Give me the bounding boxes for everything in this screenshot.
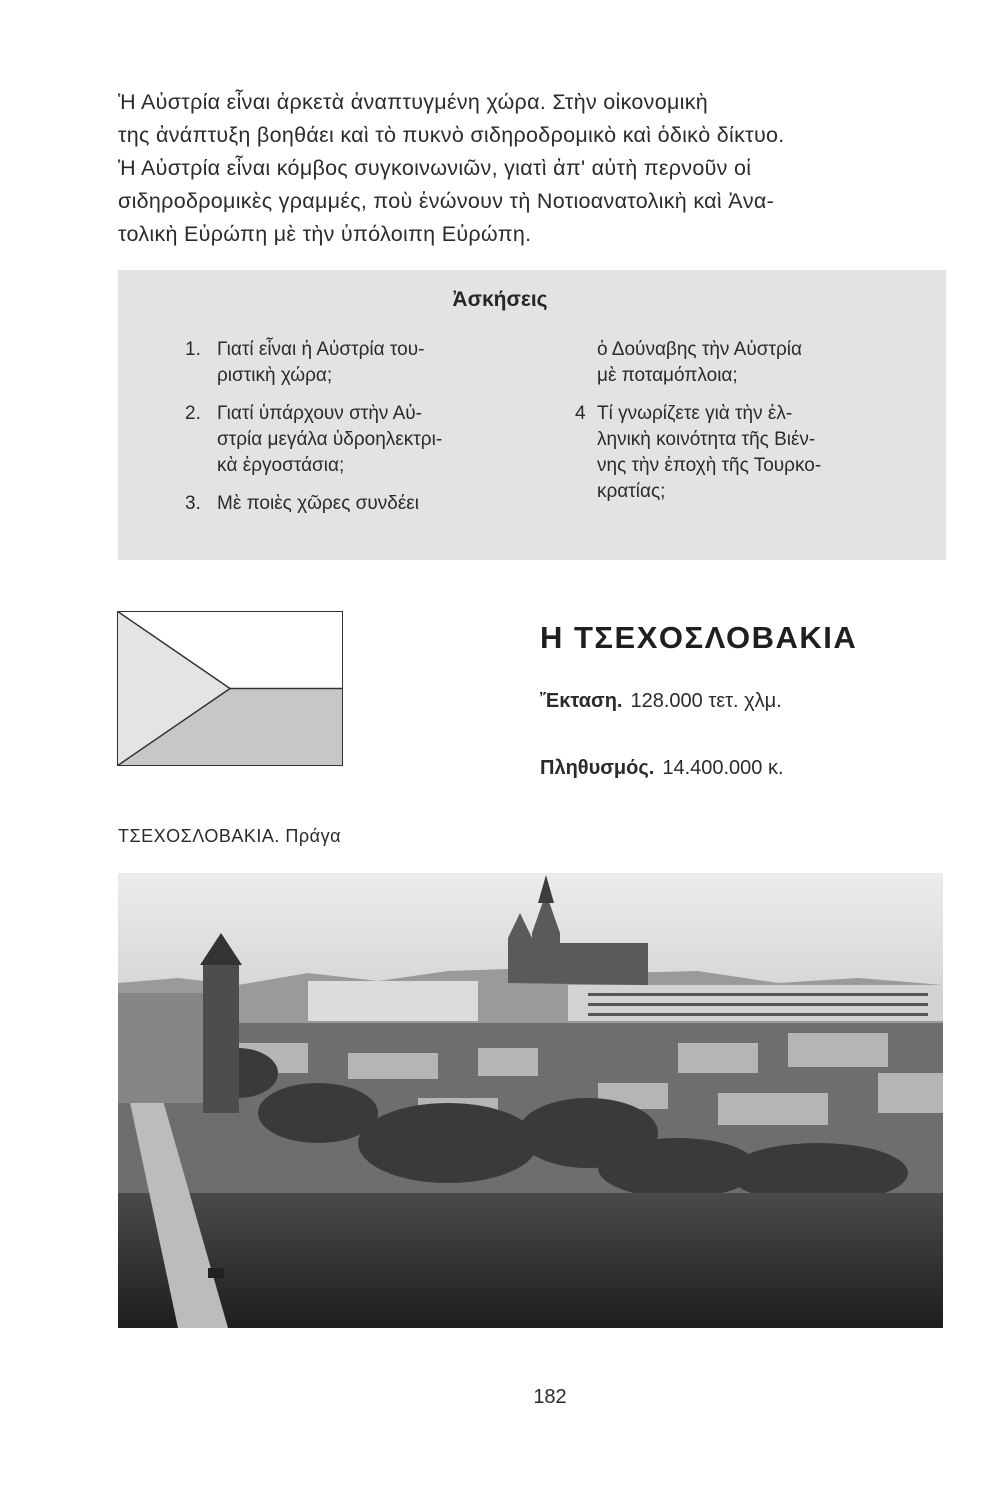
exercise-item: [185, 491, 515, 517]
area-stat: [540, 690, 782, 713]
intro-line: της ἀνάπτυξη βοηθάει καὶ τὸ πυκνὸ σιδηροδρομικὸ καὶ ὁδικὸ δίκτυο.: [118, 123, 785, 147]
page-number: 182: [533, 1386, 567, 1408]
exercise-line: στρία μεγάλα ὑδροηλεκτρι-: [217, 429, 443, 450]
exercise-item: [185, 337, 515, 389]
intro-line: Ἡ Αὐστρία εἶναι ἀρκετὰ ἀναπτυγμένη χώρα. Στὴν οἰκονομικὴ: [118, 90, 709, 114]
country-title: Η ΤΣΕΧΟΣΛΟΒΑΚΙΑ: [540, 620, 858, 655]
exercise-line: κὰ ἐργοστάσια;: [217, 455, 345, 476]
exercise-number: 3.: [185, 493, 201, 514]
exercises-heading: Ἀσκήσεις: [452, 288, 548, 311]
population-stat: [540, 757, 784, 780]
area-label: Ἔκταση.: [540, 690, 623, 712]
exercise-item: [185, 401, 515, 479]
exercise-line: ληνικὴ κοινότητα τῆς Βιέν-: [597, 429, 816, 450]
population-value: 14.400.000 κ.: [662, 757, 784, 779]
bridge-tower: [203, 963, 239, 1113]
intro-paragraph: [118, 86, 953, 251]
exercise-number: 4: [575, 403, 586, 424]
population-label: Πληθυσμός.: [540, 757, 655, 779]
exercise-number: 2.: [185, 403, 201, 424]
exercise-line: Τί γνωρίζετε γιὰ τὴν ἑλ-: [597, 403, 793, 424]
flag-frame: [117, 611, 343, 766]
exercises-right-column: [575, 337, 905, 517]
intro-line: τολικὴ Εὐρώπη μὲ τὴν ὑπόλοιπη Εὐρώπη.: [118, 222, 532, 246]
exercise-line: ριστικὴ χώρα;: [217, 365, 333, 386]
exercise-line: Γιατί ὑπάρχουν στὴν Αὐ-: [217, 403, 423, 424]
car: [208, 1268, 224, 1278]
exercise-line: νης τὴν ἐποχὴ τῆς Τουρκο-: [597, 455, 822, 476]
exercise-line: μὲ ποταμόπλοια;: [597, 365, 738, 386]
old-town-buildings: [118, 993, 203, 1103]
exercise-line: Γιατί εἶναι ἡ Αὐστρία του-: [217, 339, 425, 360]
photo-caption: ΤΣΕΧΟΣΛΟΒΑΚΙΑ. Πράγα: [118, 826, 341, 846]
exercises-left-column: [185, 337, 515, 529]
intro-line: σιδηροδρομικὲς γραμμές, ποὺ ἑνώνουν τὴ Νοτιοανατολικὴ καὶ Ἀνα-: [118, 189, 775, 213]
area-value: 128.000 τετ. χλμ.: [630, 690, 782, 712]
exercise-item: [575, 401, 905, 505]
vltava-river: [118, 1193, 943, 1328]
exercise-continuation: [575, 337, 905, 389]
intro-line: Ἡ Αὐστρία εἶναι κόμβος συγκοινωνιῶν, γιατὶ ἀπ' αὐτὴ περνοῦν οἱ: [118, 156, 752, 180]
prague-cityscape-image: [118, 873, 943, 1328]
castle-wing: [308, 981, 478, 1021]
exercise-line: Μὲ ποιὲς χῶρες συνδέει: [217, 493, 419, 514]
exercise-line: κρατίας;: [597, 481, 666, 502]
exercise-number: 1.: [185, 339, 201, 360]
prague-photo: [118, 873, 943, 1328]
exercise-line: ὁ Δούναβης τὴν Αὐστρία: [597, 339, 802, 360]
